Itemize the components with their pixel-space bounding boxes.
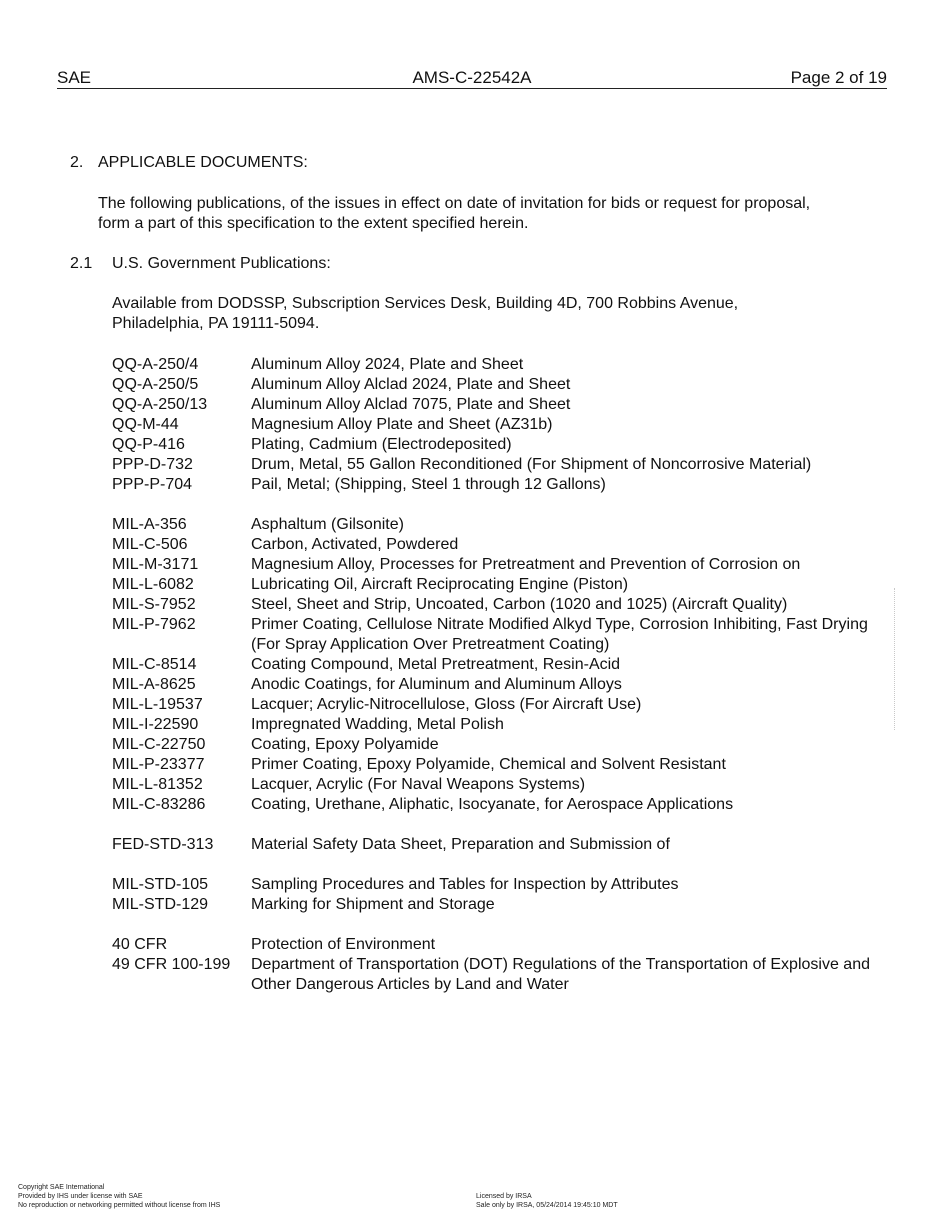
document-code: MIL-L-81352 (112, 776, 203, 793)
document-title: Coating, Epoxy Polyamide (251, 736, 439, 753)
document-title: Plating, Cadmium (Electrodeposited) (251, 436, 512, 453)
document-title: Magnesium Alloy, Processes for Pretreatment and Prevention of Corrosion on (251, 556, 801, 573)
document-code: PPP-D-732 (112, 456, 193, 473)
document-code: MIL-P-7962 (112, 616, 196, 633)
document-row (112, 535, 872, 555)
document-row (112, 595, 872, 615)
document-code: 49 CFR 100-199 (112, 956, 231, 973)
document-title: Marking for Shipment and Storage (251, 896, 495, 913)
document-row (112, 955, 872, 995)
document-title: Asphaltum (Gilsonite) (251, 516, 404, 533)
footer-line: No reproduction or networking permitted without license from IHS (18, 1202, 221, 1209)
document-title: Material Safety Data Sheet, Preparation and Submission of (251, 836, 670, 853)
document-row (112, 615, 872, 655)
section-2-number: 2. (70, 154, 84, 171)
document-code: MIL-M-3171 (112, 556, 199, 573)
footer-line: Sale only by IRSA, 05/24/2014 19:45:10 MDT (476, 1202, 618, 1209)
document-row (112, 875, 872, 895)
group-spacer (112, 915, 872, 935)
intro-line: form a part of this specification to the extent specified herein. (98, 215, 529, 232)
document-title: Lubricating Oil, Aircraft Reciprocating Engine (Piston) (251, 576, 629, 593)
document-code: MIL-C-83286 (112, 796, 206, 813)
document-code: MIL-C-506 (112, 536, 188, 553)
document-title: Primer Coating, Epoxy Polyamide, Chemical and Solvent Resistant (251, 756, 726, 773)
document-title: Aluminum Alloy 2024, Plate and Sheet (251, 356, 524, 373)
group-spacer (112, 855, 872, 875)
document-row (112, 435, 872, 455)
document-title: Lacquer; Acrylic-Nitrocellulose, Gloss (For Aircraft Use) (251, 696, 642, 713)
document-code: MIL-S-7952 (112, 596, 196, 613)
document-row (112, 835, 872, 855)
document-code: MIL-C-8514 (112, 656, 197, 673)
document-code: QQ-A-250/5 (112, 376, 199, 393)
group-spacer (112, 815, 872, 835)
header-publisher: SAE (57, 68, 92, 87)
document-row (112, 755, 872, 775)
document-row (112, 575, 872, 595)
document-row (112, 935, 872, 955)
document-code: PPP-P-704 (112, 476, 193, 493)
document-title: Magnesium Alloy Plate and Sheet (AZ31b) (251, 416, 553, 433)
footer-line: Licensed by IRSA (476, 1193, 532, 1200)
document-title: Primer Coating, Cellulose Nitrate Modified Alkyd Type, Corrosion Inhibiting, Fast Drying (For Spray Application Over Pretreatment Coating) (251, 616, 868, 653)
document-code: MIL-P-23377 (112, 756, 205, 773)
availability-line: Philadelphia, PA 19111-5094. (112, 315, 320, 332)
document-row (112, 715, 872, 735)
document-row (112, 895, 872, 915)
section-2-intro (98, 194, 878, 234)
document-code: MIL-STD-105 (112, 876, 209, 893)
footer-line: Copyright SAE International (18, 1184, 105, 1191)
document-row (112, 515, 872, 535)
document-title: Department of Transportation (DOT) Regulations of the Transportation of Explosive and Other Dangerous Articles by Land and Water (251, 956, 870, 993)
document-code: MIL-I-22590 (112, 716, 199, 733)
document-title: Coating, Urethane, Aliphatic, Isocyanate, for Aerospace Applications (251, 796, 734, 813)
availability-line: Available from DODSSP, Subscription Services Desk, Building 4D, 700 Robbins Avenue, (112, 295, 739, 312)
document-code: MIL-A-356 (112, 516, 187, 533)
header-doc-number: AMS-C-22542A (412, 68, 532, 87)
document-row (112, 375, 872, 395)
document-row (112, 455, 872, 475)
document-code: MIL-L-6082 (112, 576, 194, 593)
footer-line: Provided by IHS under license with SAE (18, 1193, 143, 1200)
document-row (112, 675, 872, 695)
footer-copyright (18, 1183, 220, 1210)
document-title: Anodic Coatings, for Aluminum and Aluminum Alloys (251, 676, 622, 693)
document-code: QQ-A-250/13 (112, 396, 208, 413)
document-code: 40 CFR (112, 936, 168, 953)
document-code: QQ-P-416 (112, 436, 185, 453)
document-row (112, 555, 872, 575)
document-title: Protection of Environment (251, 936, 436, 953)
section-2-title: APPLICABLE DOCUMENTS: (98, 154, 308, 171)
document-row (112, 655, 872, 675)
document-code: MIL-A-8625 (112, 676, 196, 693)
document-row (112, 415, 872, 435)
document-title: Sampling Procedures and Tables for Inspection by Attributes (251, 876, 679, 893)
document-title: Lacquer, Acrylic (For Naval Weapons Systems) (251, 776, 586, 793)
scan-edge-mark (894, 588, 895, 730)
page-header (57, 68, 887, 89)
availability-note (112, 294, 872, 334)
document-row (112, 735, 872, 755)
header-page-number: Page 2 of 19 (790, 68, 887, 87)
referenced-documents-list (112, 355, 872, 995)
document-title: Aluminum Alloy Alclad 7075, Plate and Sheet (251, 396, 571, 413)
section-2-1-number: 2.1 (70, 255, 93, 272)
document-row (112, 475, 872, 495)
footer-license (476, 1192, 618, 1210)
document-row (112, 395, 872, 415)
group-spacer (112, 495, 872, 515)
document-code: QQ-A-250/4 (112, 356, 199, 373)
intro-line: The following publications, of the issues in effect on date of invitation for bids or request for proposal, (98, 195, 811, 212)
document-title: Steel, Sheet and Strip, Uncoated, Carbon (1020 and 1025) (Aircraft Quality) (251, 596, 788, 613)
document-row (112, 775, 872, 795)
document-title: Aluminum Alloy Alclad 2024, Plate and Sheet (251, 376, 571, 393)
section-2-1-title: U.S. Government Publications: (112, 255, 331, 272)
document-title: Coating Compound, Metal Pretreatment, Resin-Acid (251, 656, 621, 673)
document-title: Impregnated Wadding, Metal Polish (251, 716, 504, 733)
document-title: Drum, Metal, 55 Gallon Reconditioned (For Shipment of Noncorrosive Material) (251, 456, 812, 473)
document-code: MIL-STD-129 (112, 896, 209, 913)
document-row (112, 795, 872, 815)
document-row (112, 695, 872, 715)
document-code: FED-STD-313 (112, 836, 214, 853)
document-title: Carbon, Activated, Powdered (251, 536, 459, 553)
document-title: Pail, Metal; (Shipping, Steel 1 through 12 Gallons) (251, 476, 606, 493)
document-row (112, 355, 872, 375)
document-code: MIL-L-19537 (112, 696, 203, 713)
document-code: MIL-C-22750 (112, 736, 206, 753)
document-code: QQ-M-44 (112, 416, 179, 433)
